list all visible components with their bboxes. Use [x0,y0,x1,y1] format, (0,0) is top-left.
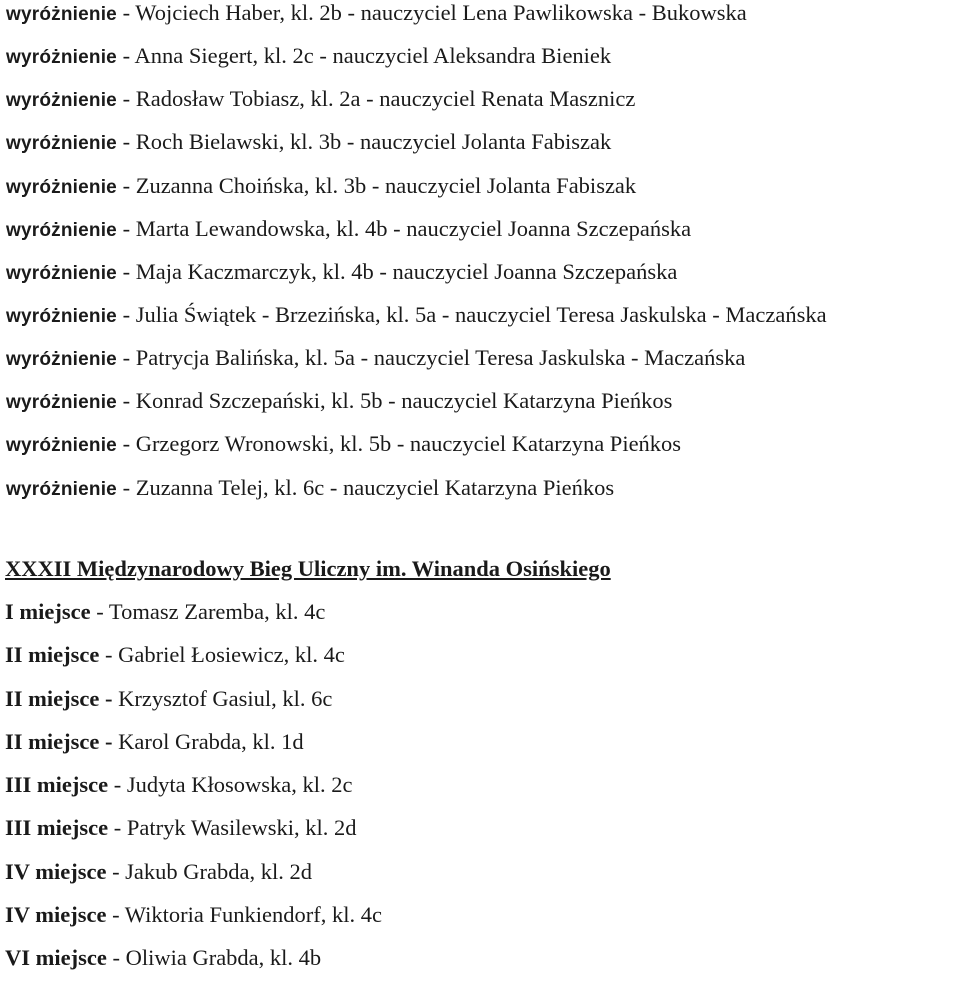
award-label: wyróżnienie [6,133,117,155]
place-text: Karol Grabda, kl. 1d [112,728,304,754]
award-text: - Zuzanna Choińska, kl. 3b - nauczyciel Jolanta Fabiszak [116,172,637,198]
award-text: - Julia Świątek - Brzezińska, kl. 5a - nauczyciel Teresa Jaskulska - Maczańska [116,301,827,327]
place-text: - Tomasz Zaremba, kl. 4c [90,599,326,624]
place-entry [5,772,960,815]
place-text: - Patryk Wasilewski, kl. 2d [108,815,357,841]
award-label: wyróżnienie [6,47,117,69]
award-entry [6,431,960,474]
place-label: I miejsce [5,599,91,624]
place-entry [5,945,960,988]
award-label: wyróżnienie [6,435,117,457]
award-entry [6,216,960,259]
award-text: - Anna Siegert, kl. 2c - nauczyciel Aleksandra Bieniek [116,43,612,69]
award-text: - Grzegorz Wronowski, kl. 5b - nauczyciel Katarzyna Pieńkos [116,431,682,457]
award-text: - Patrycja Balińska, kl. 5a - nauczyciel Teresa Jaskulska - Maczańska [116,345,746,371]
place-entry [5,815,960,858]
award-label: wyróżnienie [6,262,117,284]
place-entry [5,599,960,642]
place-text: - Gabriel Łosiewicz, kl. 4c [99,642,345,668]
award-text: - Wojciech Haber, kl. 2b - nauczyciel Lena Pawlikowska - Bukowska [116,0,747,25]
place-label: II miejsce [5,642,100,668]
place-label: III miejsce [5,815,109,841]
place-label: VI miejsce [5,945,107,971]
place-entry [5,686,960,729]
place-text: - Jakub Grabda, kl. 2d [106,858,313,884]
place-label: IV miejsce [5,902,107,928]
award-entry [6,129,960,172]
award-text: - Konrad Szczepański, kl. 5b - nauczyciel Katarzyna Pieńkos [116,388,673,414]
award-text: - Maja Kaczmarczyk, kl. 4b - nauczyciel Joanna Szczepańska [116,258,678,284]
award-entry [6,173,960,216]
award-entry [6,86,960,129]
place-entry [5,642,960,685]
award-text: - Marta Lewandowska, kl. 4b - nauczyciel Joanna Szczepańska [116,215,692,241]
place-label: IV miejsce [5,858,107,884]
award-entry [6,388,960,431]
place-text: - Wiktoria Funkiendorf, kl. 4c [106,902,382,928]
award-label: wyróżnienie [6,90,117,112]
award-label: wyróżnienie [6,176,117,198]
award-text: - Radosław Tobiasz, kl. 2a - nauczyciel Renata Masznicz [116,86,636,112]
place-text: Krzysztof Gasiul, kl. 6c [112,685,333,711]
award-label: wyróżnienie [6,219,117,241]
award-entry [6,0,960,43]
race-title: XXXII Międzynarodowy Bieg Uliczny im. Winanda Osińskiego [5,556,611,581]
award-entry [6,302,960,345]
award-text: - Zuzanna Telej, kl. 6c - nauczyciel Katarzyna Pieńkos [116,474,615,500]
awards-list [6,0,960,518]
award-text: - Roch Bielawski, kl. 3b - nauczyciel Jolanta Fabiszak [116,129,612,155]
award-label: wyróżnienie [6,349,117,371]
place-text: - Oliwia Grabda, kl. 4b [106,945,322,971]
award-entry [6,345,960,388]
award-label: wyróżnienie [6,305,117,327]
place-entry [5,902,960,945]
place-entry [5,729,960,772]
award-entry [6,475,960,518]
race-results-section [5,556,960,989]
place-entry [5,859,960,902]
award-entry [6,259,960,302]
place-label: II miejsce - [5,728,113,754]
award-label: wyróżnienie [6,4,117,25]
award-label: wyróżnienie [6,478,117,500]
place-text: - Judyta Kłosowska, kl. 2c [108,772,353,798]
place-label: III miejsce [5,772,109,798]
award-entry [6,43,960,86]
place-label: II miejsce - [5,685,113,711]
award-label: wyróżnienie [6,392,117,414]
